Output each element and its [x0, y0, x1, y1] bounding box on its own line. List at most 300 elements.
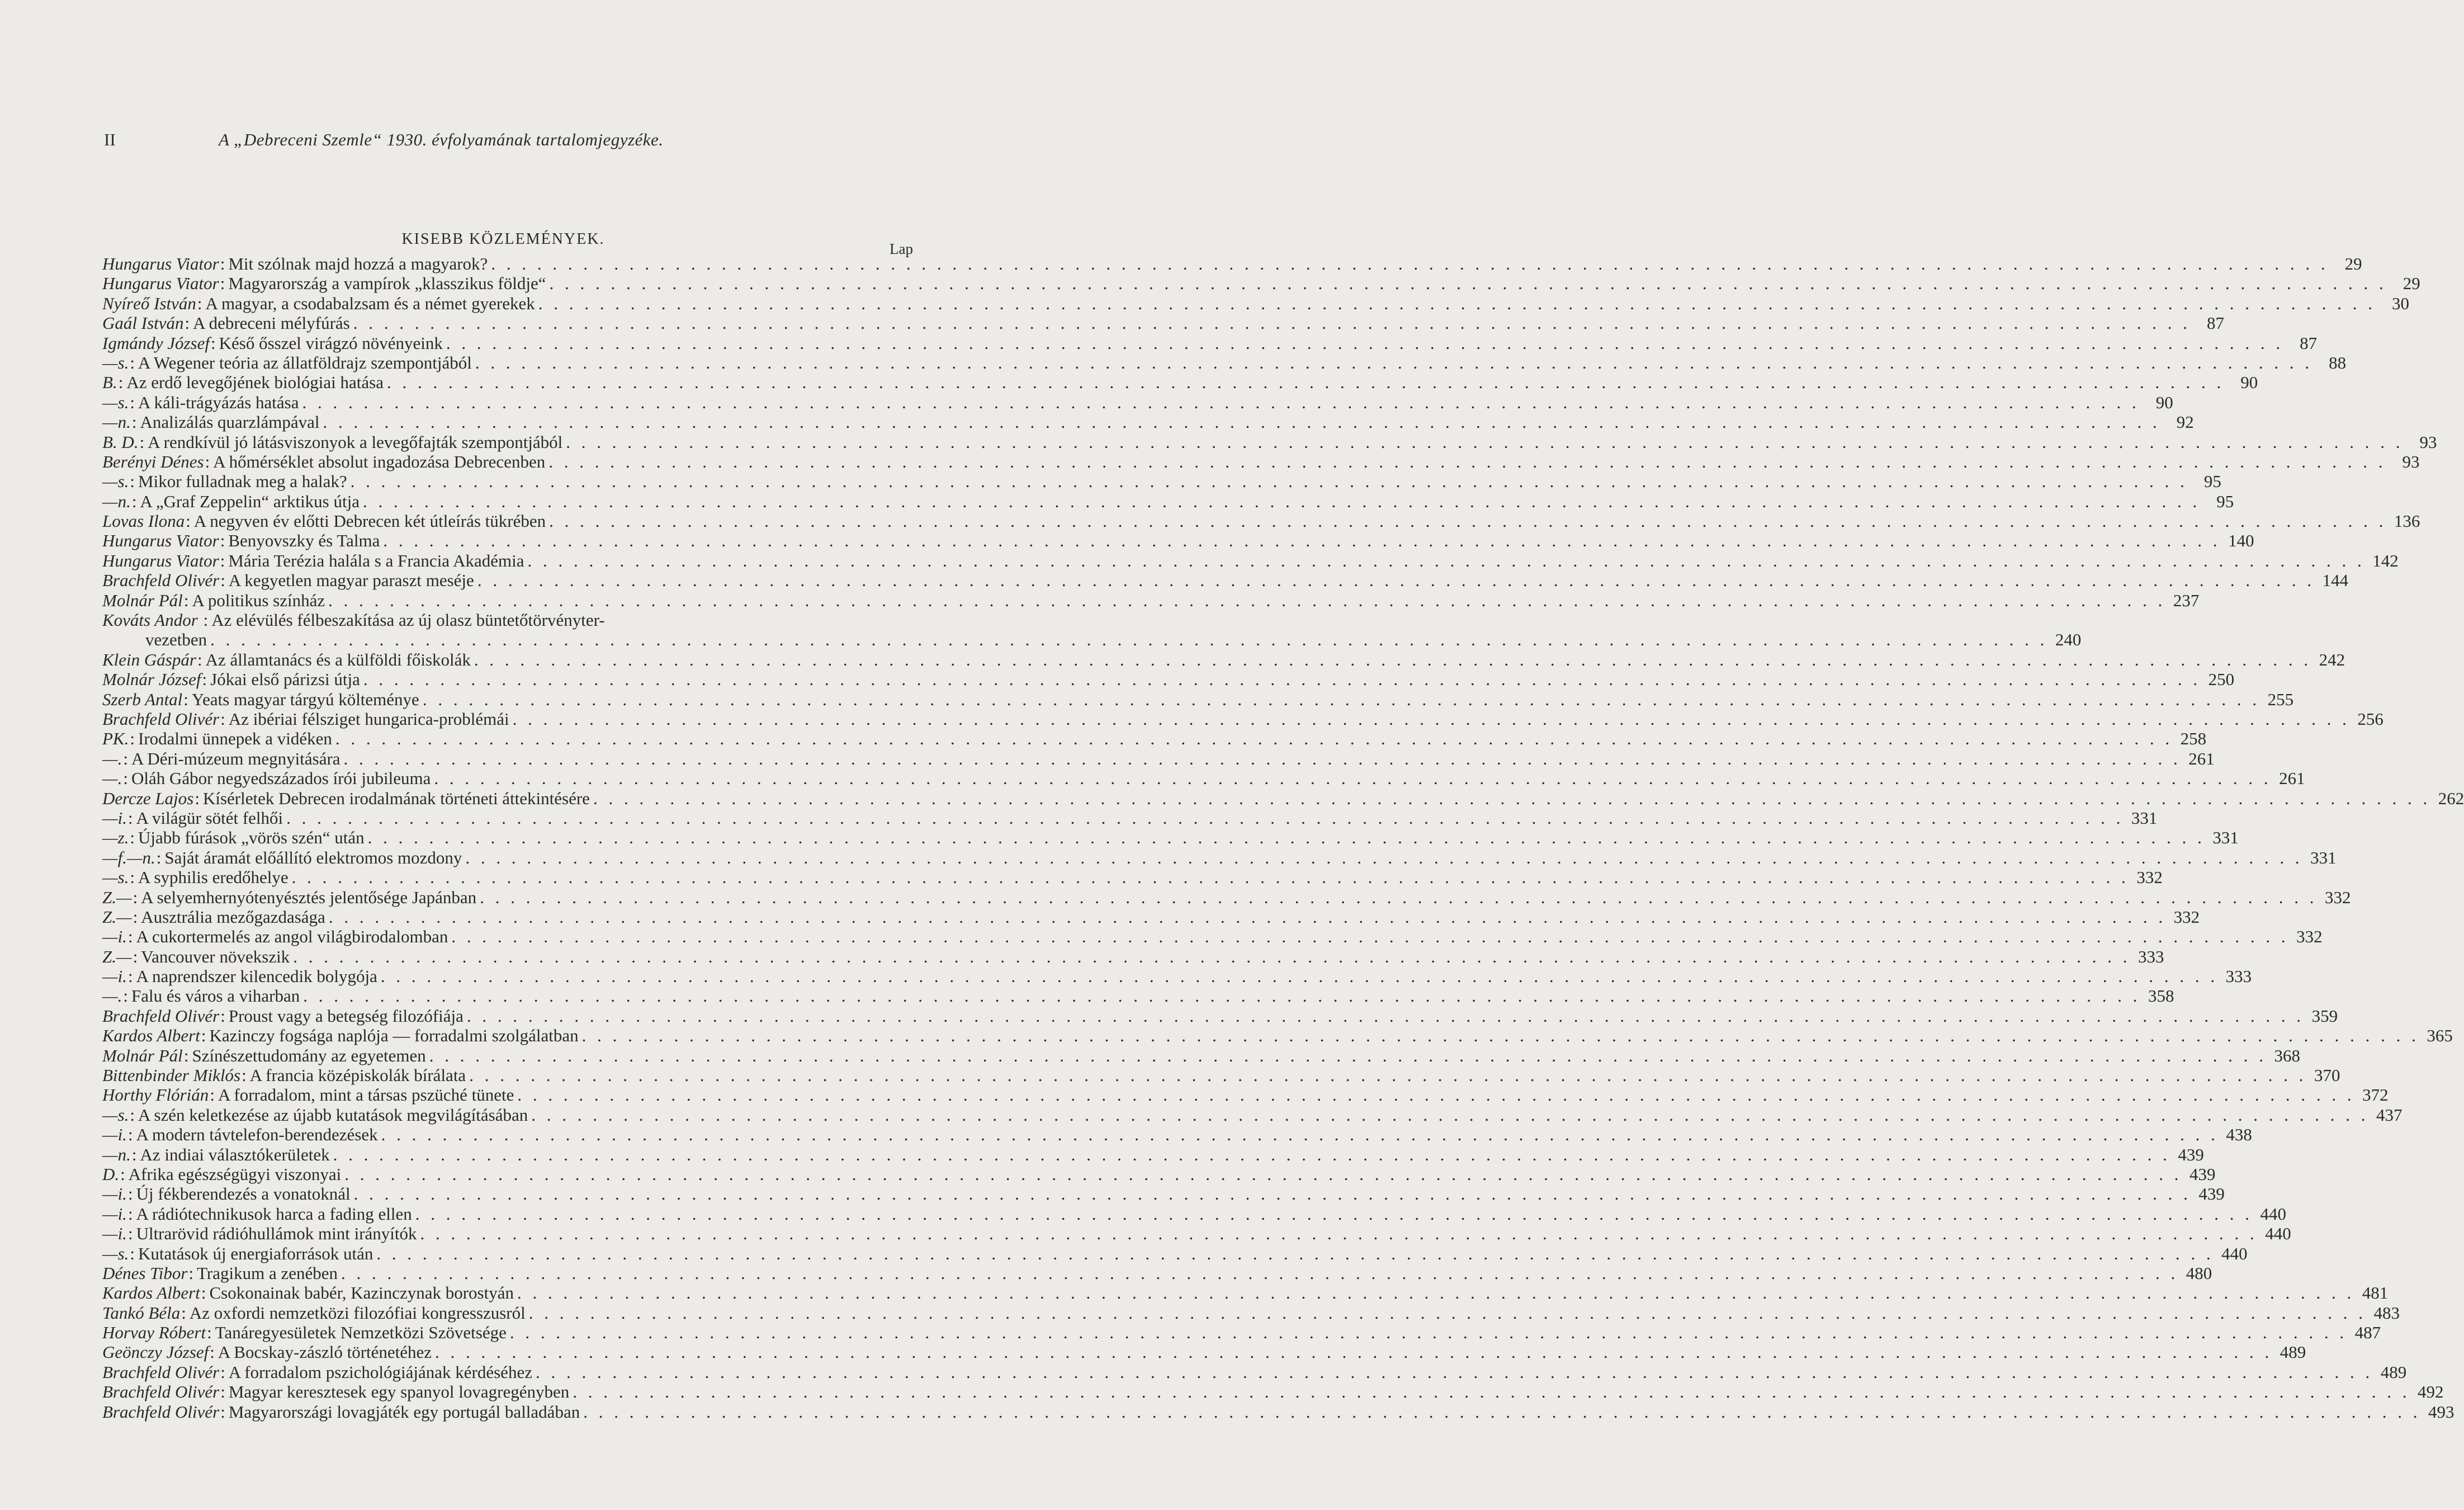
toc-entry-body: [102, 353, 2312, 372]
toc-entry-separator: :: [183, 590, 189, 610]
toc-entry-title: Tragikum a zenében: [197, 1263, 338, 1283]
toc-entry-leader: . . . . . . . . . . . . . . . . . . . . . . . . . . . . . . . . . . . . . . . . . . . . . . . . . . . . . . . . . . . . . . . . . . . . . . . . . . . . . . . . . . . . . . . . . . . . . . . . . . . . . . . . . . . . . . . . . . . . . . . .: [344, 1164, 2182, 1184]
toc-entry-body: [102, 1263, 2178, 1283]
toc-entry-title: Kutatások új energiaforrások után: [138, 1243, 373, 1263]
toc-entry-separator: :: [186, 511, 191, 531]
toc-entry-page: 440: [2221, 1243, 2248, 1263]
toc-entry-page: 240: [2055, 630, 2082, 650]
toc-entry-title: Irodalmi ünnepek a vidéken: [138, 729, 332, 749]
toc-entry-title: A politikus színház: [192, 590, 325, 610]
toc-entry-author: Brachfeld Olivér: [102, 709, 220, 729]
toc-entry: [102, 748, 2215, 768]
toc-entry-author: Kardos Albert: [102, 1026, 200, 1046]
toc-entry-body: [102, 294, 2376, 313]
toc-entry-author: —i.: [102, 1224, 127, 1244]
toc-entry-author: —s.: [102, 1105, 129, 1125]
toc-entry-separator: :: [130, 828, 135, 848]
toc-entry-leader: . . . . . . . . . . . . . . . . . . . . . . . . . . . . . . . . . . . . . . . . . . . . . . . . . . . . . . . . . . . . . . . . . . . . . . . . . . . . . . . . . . . . . . . . . . . . . . . . . . . . . . . . . . . . . . . . . . . . . . . .: [475, 352, 2313, 372]
toc-entry-title: A forradalom, mint a társas pszüché tünete: [217, 1085, 514, 1105]
toc-entry-title: A Wegener teória az állatföldrajz szempontjából: [138, 352, 472, 372]
toc-entry-separator: :: [130, 1105, 135, 1125]
toc-entry: [102, 1006, 2338, 1026]
toc-entry-page: 438: [2226, 1125, 2252, 1145]
section-title: KISEBB KÖZLEMÉNYEK.: [401, 230, 605, 248]
toc-entry-page: 492: [2418, 1382, 2444, 1402]
toc-entry-leader: . . . . . . . . . . . . . . . . . . . . . . . . . . . . . . . . . . . . . . . . . . . . . . . . . . . . . . . . . . . . . . . . . . . . . . . . . . . . . . . . . . . . . . . . . . . . . . . . . . . . . . . . . . . . . . . . . . . . . . . .: [593, 788, 2431, 808]
toc-entry: [102, 689, 2294, 709]
toc-entry-leader: . . . . . . . . . . . . . . . . . . . . . . . . . . . . . . . . . . . . . . . . . . . . . . . . . . . . . . . . . . . . . . . . . . . . . . . . . . . . . . . . . . . . . . . . . . . . . . . . . . . . . . . . . . . . . . . . . . . . . . . .: [353, 1184, 2191, 1204]
toc-entry-title: A szén keletkezése az újabb kutatások megvilágításában: [138, 1105, 528, 1125]
toc-entry-author: —i.: [102, 1125, 127, 1145]
toc-entry-body: [102, 709, 2350, 729]
toc-entry-author: Horvay Róbert: [102, 1323, 206, 1343]
toc-entry-title: Jókai első párizsi útja: [210, 669, 360, 690]
toc-entry-page: 487: [2354, 1323, 2381, 1343]
toc-entry-body: [102, 986, 2141, 1006]
toc-entry-separator: :: [220, 550, 225, 570]
toc-entry-separator: :: [133, 907, 138, 927]
toc-entry-author: B.: [102, 372, 117, 393]
toc-entry: [102, 986, 2174, 1006]
toc-entry: [102, 1402, 2454, 1422]
toc-entry-page: 483: [2373, 1303, 2400, 1323]
toc-entry-leader: . . . . . . . . . . . . . . . . . . . . . . . . . . . . . . . . . . . . . . . . . . . . . . . . . . . . . . . . . . . . . . . . . . . . . . . . . . . . . . . . . . . . . . . . . . . . . . . . . . . . . . . . . . . . . . . . . . . . . . . .: [531, 1105, 2369, 1125]
toc-entry-author: —.: [102, 768, 122, 789]
toc-entry-author: —n.: [102, 1144, 131, 1164]
toc-entry-separator: :: [205, 451, 210, 471]
toc-entry-leader: . . . . . . . . . . . . . . . . . . . . . . . . . . . . . . . . . . . . . . . . . . . . . . . . . . . . . . . . . . . . . . . . . . . . . . . . . . . . . . . . . . . . . . . . . . . . . . . . . . . . . . . . . . . . . . . . . . . . . . . .: [328, 590, 2166, 610]
toc-entry-body: [102, 313, 2191, 333]
toc-entry-page: 493: [2428, 1402, 2454, 1422]
toc-entry-author: Hungarus Viator: [102, 273, 219, 294]
toc-entry-author: —i.: [102, 927, 127, 947]
toc-entry-author: Szerb Antal: [102, 689, 183, 709]
toc-entry-page: 29: [2344, 254, 2362, 273]
toc-entry-author: B. D.: [102, 432, 139, 452]
toc-entry-title: Kísérletek Debrecen irodalmának történeti áttekintésére: [202, 788, 590, 808]
toc-entry-body: [102, 828, 2205, 847]
toc-entry-author: Molnár Pál: [102, 1045, 183, 1065]
toc-entry-leader: . . . . . . . . . . . . . . . . . . . . . . . . . . . . . . . . . . . . . . . . . . . . . . . . . . . . . . . . . . . . . . . . . . . . . . . . . . . . . . . . . . . . . . . . . . . . . . . . . . . . . . . . . . . . . . . . . . . . . . . .: [474, 649, 2312, 669]
toc-entry-separator: :: [120, 1164, 125, 1184]
toc-entry-title: A „Graf Zeppelin“ arktikus útja: [140, 491, 360, 511]
toc-entry-leader: . . . . . . . . . . . . . . . . . . . . . . . . . . . . . . . . . . . . . . . . . . . . . . . . . . . . . . . . . . . . . . . . . . . . . . . . . . . . . . . . . . . . . . . . . . . . . . . . . . . . . . . . . . . . . . . . . . . . . . . .: [477, 570, 2315, 591]
toc-entry-body: [102, 907, 2166, 927]
toc-entry-separator: :: [127, 1125, 133, 1145]
toc-entry-body: [102, 570, 2315, 590]
toc-entry-separator: :: [198, 610, 209, 630]
running-title: A „Debreceni Szemle“ 1930. évfolyamának tartalomjegyzéke.: [219, 130, 664, 149]
toc-entry: [102, 1105, 2402, 1125]
toc-entry-separator: :: [210, 1342, 215, 1362]
toc-entry-author: —s.: [102, 867, 129, 888]
toc-entry-body: [102, 1085, 2355, 1105]
toc-entry: [102, 729, 2207, 749]
toc-entry: [102, 1085, 2389, 1105]
toc-entry-page: 29: [2402, 273, 2420, 294]
toc-entry: [102, 313, 2224, 333]
toc-entry-body: [102, 1105, 2369, 1125]
toc-entry-page: 95: [2216, 491, 2234, 511]
toc-entry: [102, 511, 2420, 531]
toc-entry-separator: :: [131, 491, 137, 511]
toc-entry-body: [102, 511, 2386, 531]
toc-entry-author: Brachfeld Olivér: [102, 1402, 220, 1422]
toc-entry-leader: . . . . . . . . . . . . . . . . . . . . . . . . . . . . . . . . . . . . . . . . . . . . . . . . . . . . . . . . . . . . . . . . . . . . . . . . . . . . . . . . . . . . . . . . . . . . . . . . . . . . . . . . . . . . . . . . . . . . . . . .: [383, 531, 2221, 551]
toc-entry-leader: . . . . . . . . . . . . . . . . . . . . . . . . . . . . . . . . . . . . . . . . . . . . . . . . . . . . . . . . . . . . . . . . . . . . . . . . . . . . . . . . . . . . . . . . . . . . . . . . . . . . . . . . . . . . . . . . . . . . . . . .: [286, 808, 2124, 828]
toc-entry-author: —s.: [102, 392, 129, 412]
toc-entry-title: A francia középiskolák bírálata: [249, 1065, 466, 1086]
toc-entry: [102, 293, 2409, 313]
toc-entry-title: Benyovszky és Talma: [228, 531, 380, 551]
toc-entry-body: [102, 333, 2283, 353]
toc-entry-separator: :: [197, 293, 202, 313]
toc-entry-body: [102, 1224, 2258, 1243]
toc-entry-page: 95: [2203, 471, 2221, 492]
toc-entry-body: [102, 1342, 2272, 1362]
toc-entry-page: 87: [2207, 313, 2224, 333]
toc-entry: [102, 1125, 2252, 1145]
toc-entry: [102, 531, 2254, 551]
toc-entry-author: PK.: [102, 729, 129, 749]
toc-entry-body: [102, 848, 2303, 867]
toc-entry-page: 332: [2296, 927, 2323, 947]
toc-entry: [102, 432, 2437, 452]
toc-entry-title: A naprendszer kilencedik bolygója: [136, 966, 377, 987]
toc-entry-body: [102, 1125, 2219, 1144]
toc-entry: [102, 1164, 2216, 1184]
toc-entry-title: Késő ősszel virágzó növényeink: [219, 333, 443, 353]
toc-entry-author: Molnár Pál: [102, 590, 183, 610]
toc-entry-page: 261: [2188, 748, 2215, 768]
toc-entry-leader: . . . . . . . . . . . . . . . . . . . . . . . . . . . . . . . . . . . . . . . . . . . . . . . . . . . . . . . . . . . . . . . . . . . . . . . . . . . . . . . . . . . . . . . . . . . . . . . . . . . . . . . . . . . . . . . . . . . . . . . .: [527, 550, 2365, 570]
toc-entry: [102, 1303, 2400, 1323]
toc-entry-author: Tankó Béla: [102, 1303, 181, 1323]
toc-entry-page: 365: [2427, 1026, 2453, 1046]
toc-entry-author: Bittenbinder Miklós: [102, 1065, 241, 1086]
toc-entry-body: [102, 393, 2140, 412]
toc-entry-title: Az oxfordi nemzetközi filozófiai kongresszusról: [189, 1303, 526, 1323]
toc-entry-body: [102, 729, 2173, 748]
toc-entry-author: Hungarus Viator: [102, 550, 219, 570]
toc-entry-separator: :: [133, 946, 138, 966]
toc-entry-author: —s.: [102, 352, 129, 372]
toc-entry-page: 372: [2362, 1085, 2389, 1105]
toc-entry-leader: . . . . . . . . . . . . . . . . . . . . . . . . . . . . . . . . . . . . . . . . . . . . . . . . . . . . . . . . . . . . . . . . . . . . . . . . . . . . . . . . . . . . . . . . . . . . . . . . . . . . . . . . . . . . . . . . . . . . . . . .: [381, 1125, 2219, 1145]
toc-entry: [102, 352, 2347, 372]
toc-entry-separator: :: [156, 847, 162, 867]
toc-entry-author: —.: [102, 986, 122, 1006]
toc-entry-author: —i.: [102, 808, 127, 828]
toc-entry: [102, 273, 2420, 294]
toc-entry-title: Ultrarövid rádióhullámok mint irányítók: [136, 1224, 417, 1244]
toc-entry-body: [102, 650, 2311, 669]
toc-entry-leader: . . . . . . . . . . . . . . . . . . . . . . . . . . . . . . . . . . . . . . . . . . . . . . . . . . . . . . . . . . . . . . . . . . . . . . . . . . . . . . . . . . . . . . . . . . . . . . . . . . . . . . . . . . . . . . . . . . . . . . . .: [376, 1243, 2214, 1263]
toc-entry-page: 332: [2173, 907, 2200, 927]
toc-entry-body: [102, 1164, 2182, 1184]
toc-entry-title: Mikor fulladnak meg a halak?: [138, 471, 347, 492]
toc-entry-author: Brachfeld Olivér: [102, 570, 220, 591]
toc-entry-leader: . . . . . . . . . . . . . . . . . . . . . . . . . . . . . . . . . . . . . . . . . . . . . . . . . . . . . . . . . . . . . . . . . . . . . . . . . . . . . . . . . . . . . . . . . . . . . . . . . . . . . . . . . . . . . . . . . . . . . . . .: [549, 273, 2387, 294]
toc-entry-body: [102, 1283, 2354, 1303]
toc-entry-leader: . . . . . . . . . . . . . . . . . . . . . . . . . . . . . . . . . . . . . . . . . . . . . . . . . . . . . . . . . . . . . . . . . . . . . . . . . . . . . . . . . . . . . . . . . . . . . . . . . . . . . . . . . . . . . . . . . . . . . . . .: [549, 511, 2387, 531]
toc-entry: [102, 392, 2173, 412]
toc-entry-author: Kováts Andor: [102, 610, 198, 630]
toc-entry-leader: . . . . . . . . . . . . . . . . . . . . . . . . . . . . . . . . . . . . . . . . . . . . . . . . . . . . . . . . . . . . . . . . . . . . . . . . . . . . . . . . . . . . . . . . . . . . . . . . . . . . . . . . . . . . . . . . . . . . . . . .: [528, 1303, 2366, 1323]
toc-entry-page: 258: [2180, 729, 2207, 749]
toc-entry-page: 439: [2198, 1184, 2225, 1204]
toc-entry-separator: :: [123, 768, 128, 789]
toc-entry-leader: . . . . . . . . . . . . . . . . . . . . . . . . . . . . . . . . . . . . . . . . . . . . . . . . . . . . . . . . . . . . . . . . . . . . . . . . . . . . . . . . . . . . . . . . . . . . . . . . . . . . . . . . . . . . . . . . . . . . . . . .: [386, 372, 2225, 393]
toc-entry-body: [102, 1006, 2304, 1026]
toc-entry-leader: . . . . . . . . . . . . . . . . . . . . . . . . . . . . . . . . . . . . . . . . . . . . . . . . . . . . . . . . . . . . . . . . . . . . . . . . . . . . . . . . . . . . . . . . . . . . . . . . . . . . . . . . . . . . . . . . . . . . . . . .: [480, 887, 2318, 907]
toc-entry-page: 333: [2137, 946, 2164, 966]
toc-entry-leader: . . . . . . . . . . . . . . . . . . . . . . . . . . . . . . . . . . . . . . . . . . . . . . . . . . . . . . . . . . . . . . . . . . . . . . . . . . . . . . . . . . . . . . . . . . . . . . . . . . . . . . . . . . . . . . . . . . . . . . . .: [335, 729, 2173, 749]
toc-entry-leader: . . . . . . . . . . . . . . . . . . . . . . . . . . . . . . . . . . . . . . . . . . . . . . . . . . . . . . . . . . . . . . . . . . . . . . . . . . . . . . . . . . . . . . . . . . . . . . . . . . . . . . . . . . . . . . . . . . . . . . . .: [512, 709, 2350, 729]
toc-entry-leader: . . . . . . . . . . . . . . . . . . . . . . . . . . . . . . . . . . . . . . . . . . . . . . . . . . . . . . . . . . . . . . . . . . . . . . . . . . . . . . . . . . . . . . . . . . . . . . . . . . . . . . . . . . . . . . . . . . . . . . . .: [363, 669, 2201, 690]
toc-entry-page: 333: [2225, 966, 2252, 987]
toc-entry-separator: :: [127, 966, 133, 987]
toc-entry-title: A selyemhernyótenyésztés jelentősége Japánban: [141, 887, 477, 907]
toc-entry: [102, 669, 2235, 690]
toc-entry: [102, 1362, 2407, 1382]
toc-entry-leader: . . . . . . . . . . . . . . . . . . . . . . . . . . . . . . . . . . . . . . . . . . . . . . . . . . . . . . . . . . . . . . . . . . . . . . . . . . . . . . . . . . . . . . . . . . . . . . . . . . . . . . . . . . . . . . . . . . . . . . . .: [420, 1224, 2258, 1244]
toc-entry-title: Afrika egészségügyi viszonyai: [128, 1164, 342, 1184]
toc-entry-author: D.: [102, 1164, 120, 1184]
toc-entry-title: A kegyetlen magyar paraszt meséje: [228, 570, 474, 591]
toc-entry: [102, 867, 2163, 888]
toc-entry-leader: . . . . . . . . . . . . . . . . . . . . . . . . . . . . . . . . . . . . . . . . . . . . . . . . . . . . . . . . . . . . . . . . . . . . . . . . . . . . . . . . . . . . . . . . . . . . . . . . . . . . . . . . . . . . . . . . . . . . . . . .: [333, 1144, 2170, 1164]
toc-entry-title: A magyar, a csodabalzsam és a német gyerekek: [205, 293, 535, 313]
toc-entry-separator: :: [220, 531, 225, 551]
toc-entry-page: 331: [2212, 828, 2239, 848]
toc-entry-body: [102, 254, 2329, 273]
toc-entry-title: Oláh Gábor negyedszázados írói jubileuma: [131, 768, 431, 789]
toc-entry-title: Az erdő levegőjének biológiai hatása: [126, 372, 384, 393]
toc-entry-leader: . . . . . . . . . . . . . . . . . . . . . . . . . . . . . . . . . . . . . . . . . . . . . . . . . . . . . . . . . . . . . . . . . . . . . . . . . . . . . . . . . . . . . . . . . . . . . . . . . . . . . . . . . . . . . . . . . . . . . . . .: [353, 313, 2191, 333]
toc-entry-page: 30: [2392, 293, 2409, 313]
toc-entry-page: 250: [2208, 669, 2235, 690]
toc-entry-page: 144: [2322, 570, 2349, 591]
toc-entry-separator: :: [139, 432, 145, 452]
toc-entry-author: Brachfeld Olivér: [102, 1382, 220, 1402]
toc-entry-separator: :: [207, 1323, 212, 1343]
toc-entry-leader: . . . . . . . . . . . . . . . . . . . . . . . . . . . . . . . . . . . . . . . . . . . . . . . . . . . . . . . . . . . . . . . . . . . . . . . . . . . . . . . . . . . . . . . . . . . . . . . . . . . . . . . . . . . . . . . . . . . . . . . .: [291, 867, 2129, 888]
toc-entry-title: Saját áramát előállító elektromos mozdony: [164, 847, 462, 867]
toc-entry-separator: :: [242, 1065, 247, 1086]
toc-entry: [102, 1204, 2287, 1224]
toc-entry-title: A Bocskay-zászló történetéhez: [217, 1342, 432, 1362]
toc-entry-separator: :: [127, 1184, 133, 1204]
toc-entry-body: [102, 591, 2165, 610]
toc-entry-author: —s.: [102, 1243, 129, 1263]
toc-entry-leader: . . . . . . . . . . . . . . . . . . . . . . . . . . . . . . . . . . . . . . . . . . . . . . . . . . . . . . . . . . . . . . . . . . . . . . . . . . . . . . . . . . . . . . . . . . . . . . . . . . . . . . . . . . . . . . . . . . . . . . . .: [415, 1204, 2253, 1224]
toc-entry: [102, 788, 2464, 808]
toc-entry-title: Ausztrália mezőgazdasága: [141, 907, 325, 927]
toc-entry-title: Yeats magyar tárgyú költeménye: [191, 689, 419, 709]
toc-entry-separator: :: [127, 1224, 133, 1244]
toc-entry-separator: :: [210, 333, 216, 353]
toc-entry-leader: . . . . . . . . . . . . . . . . . . . . . . . . . . . . . . . . . . . . . . . . . . . . . . . . . . . . . . . . . . . . . . . . . . . . . . . . . . . . . . . . . . . . . . . . . . . . . . . . . . . . . . . . . . . . . . . . . . . . . . . .: [380, 966, 2219, 987]
toc-entry-separator: :: [130, 867, 135, 888]
toc-entry: [102, 1144, 2204, 1164]
toc-entry-page: 332: [2136, 867, 2163, 888]
toc-entry-body: [102, 492, 2200, 511]
toc-entry: [102, 709, 2383, 729]
toc-entry: [102, 907, 2200, 927]
toc-entry-title: Falu és város a viharban: [131, 986, 300, 1006]
toc-entry-line: [102, 610, 902, 630]
toc-entry-separator: :: [130, 471, 135, 492]
toc-entry-page: 480: [2186, 1263, 2212, 1283]
toc-entry: [102, 412, 2194, 432]
toc-entry-leader: . . . . . . . . . . . . . . . . . . . . . . . . . . . . . . . . . . . . . . . . . . . . . . . . . . . . . . . . . . . . . . . . . . . . . . . . . . . . . . . . . . . . . . . . . . . . . . . . . . . . . . . . . . . . . . . . . . . . . . . .: [434, 768, 2272, 789]
toc-entry-title: Mária Terézia halála s a Francia Akadémia: [228, 550, 524, 570]
toc-entry-leader: . . . . . . . . . . . . . . . . . . . . . . . . . . . . . . . . . . . . . . . . . . . . . . . . . . . . . . . . . . . . . . . . . . . . . . . . . . . . . . . . . . . . . . . . . . . . . . . . . . . . . . . . . . . . . . . . . . . . . . . .: [362, 491, 2201, 511]
toc-entry-page: 440: [2260, 1204, 2287, 1224]
toc-entry: [102, 1184, 2225, 1204]
toc-entry-page: 87: [2300, 333, 2318, 353]
toc-entry: [102, 372, 2258, 393]
toc-entry-body: [102, 1184, 2191, 1204]
toc-entry-author: Lovas Ilona: [102, 511, 185, 531]
toc-entry: [102, 808, 2158, 828]
toc-entry-author: —.: [102, 748, 122, 768]
toc-entry-leader: . . . . . . . . . . . . . . . . . . . . . . . . . . . . . . . . . . . . . . . . . . . . . . . . . . . . . . . . . . . . . . . . . . . . . . . . . . . . . . . . . . . . . . . . . . . . . . . . . . . . . . . . . . . . . . . . . . . . . . . .: [210, 630, 2048, 650]
toc-entry-author: Z.—: [102, 887, 132, 907]
toc-entry-separator: :: [130, 352, 135, 372]
toc-entry: [102, 1065, 2340, 1086]
toc-entry-page: 439: [2189, 1164, 2216, 1184]
toc-entry-title: Az indiai választókerületek: [140, 1144, 330, 1164]
toc-entry-body: [102, 471, 2188, 491]
toc-entry: [102, 451, 2420, 471]
toc-entry-title: A világür sötét felhői: [136, 808, 283, 828]
toc-entry-title: Tanáregyesületek Nemzetközi Szövetsége: [215, 1323, 507, 1343]
toc-entry-leader: . . . . . . . . . . . . . . . . . . . . . . . . . . . . . . . . . . . . . . . . . . . . . . . . . . . . . . . . . . . . . . . . . . . . . . . . . . . . . . . . . . . . . . . . . . . . . . . . . . . . . . . . . . . . . . . . . . . . . . . .: [466, 1006, 2305, 1026]
toc-entry-leader: . . . . . . . . . . . . . . . . . . . . . . . . . . . . . . . . . . . . . . . . . . . . . . . . . . . . . . . . . . . . . . . . . . . . . . . . . . . . . . . . . . . . . . . . . . . . . . . . . . . . . . . . . . . . . . . . . . . . . . . .: [465, 847, 2303, 867]
toc-entry-separator: :: [220, 1362, 225, 1382]
toc-entry-leader: . . . . . . . . . . . . . . . . . . . . . . . . . . . . . . . . . . . . . . . . . . . . . . . . . . . . . . . . . . . . . . . . . . . . . . . . . . . . . . . . . . . . . . . . . . . . . . . . . . . . . . . . . . . . . . . . . . . . . . . .: [566, 432, 2404, 452]
toc-entry-body: [102, 1204, 2253, 1224]
toc-entry-author: Z.—: [102, 946, 132, 966]
toc-entry-body: [102, 690, 2260, 709]
toc-entry-separator: :: [130, 392, 135, 412]
toc-entry-body: [102, 1382, 2410, 1402]
toc-entry-page: 439: [2178, 1144, 2204, 1164]
toc-entry-leader: . . . . . . . . . . . . . . . . . . . . . . . . . . . . . . . . . . . . . . . . . . . . . . . . . . . . . . . . . . . . . . . . . . . . . . . . . . . . . . . . . . . . . . . . . . . . . . . . . . . . . . . . . . . . . . . . . . . . . . . .: [583, 1402, 2421, 1422]
toc-entry: [102, 887, 2351, 907]
toc-entry-title: Mit szólnak majd hozzá a magyarok?: [228, 254, 488, 273]
toc-entry-leader: . . . . . . . . . . . . . . . . . . . . . . . . . . . . . . . . . . . . . . . . . . . . . . . . . . . . . . . . . . . . . . . . . . . . . . . . . . . . . . . . . . . . . . . . . . . . . . . . . . . . . . . . . . . . . . . . . . . . . . . .: [548, 451, 2386, 471]
toc-entry-page: 332: [2324, 887, 2351, 907]
toc-entry-separator: :: [133, 887, 138, 907]
toc-entry-separator: :: [131, 1144, 137, 1164]
toc-entry-author: Geönczy József: [102, 1342, 209, 1362]
toc-entry-title: Új fékberendezés a vonatoknál: [136, 1184, 351, 1204]
toc-entry: [102, 1323, 2381, 1343]
toc-entry-author: —f.—n.: [102, 847, 155, 867]
toc-entry-leader: . . . . . . . . . . . . . . . . . . . . . . . . . . . . . . . . . . . . . . . . . . . . . . . . . . . . . . . . . . . . . . . . . . . . . . . . . . . . . . . . . . . . . . . . . . . . . . . . . . . . . . . . . . . . . . . . . . . . . . . .: [517, 1085, 2355, 1105]
toc-entry-separator: :: [183, 1045, 189, 1065]
toc-entry-leader: . . . . . . . . . . . . . . . . . . . . . . . . . . . . . . . . . . . . . . . . . . . . . . . . . . . . . . . . . . . . . . . . . . . . . . . . . . . . . . . . . . . . . . . . . . . . . . . . . . . . . . . . . . . . . . . . . . . . . . . .: [293, 946, 2131, 966]
toc-entry-page: 358: [2148, 986, 2174, 1006]
toc-entry-separator: :: [210, 1085, 215, 1105]
toc-entry-author: —s.: [102, 471, 129, 492]
toc-entry: [102, 491, 2234, 511]
toc-entry-title: A syphilis eredőhelye: [138, 867, 289, 888]
toc-entry-page: 90: [2240, 372, 2258, 393]
toc-entry-leader: . . . . . . . . . . . . . . . . . . . . . . . . . . . . . . . . . . . . . . . . . . . . . . . . . . . . . . . . . . . . . . . . . . . . . . . . . . . . . . . . . . . . . . . . . . . . . . . . . . . . . . . . . . . . . . . . . . . . . . . .: [469, 1065, 2307, 1086]
toc-entry-author: Igmándy József: [102, 333, 210, 353]
toc-entry-body: [102, 749, 2181, 768]
toc-entry: [102, 946, 2164, 966]
toc-entry-separator: :: [123, 748, 128, 768]
toc-entry: [102, 254, 2362, 273]
toc-entry-author: Brachfeld Olivér: [102, 1362, 220, 1382]
toc-entry-body: [102, 867, 2129, 887]
toc-entry-title: A Déri-múzeum megnyitására: [131, 748, 340, 768]
toc-entry-separator: :: [127, 808, 133, 828]
toc-entry-page: 331: [2131, 808, 2158, 828]
toc-entry-leader: . . . . . . . . . . . . . . . . . . . . . . . . . . . . . . . . . . . . . . . . . . . . . . . . . . . . . . . . . . . . . . . . . . . . . . . . . . . . . . . . . . . . . . . . . . . . . . . . . . . . . . . . . . . . . . . . . . . . . . . .: [302, 392, 2140, 412]
toc-entry-body: [102, 1323, 2347, 1342]
toc-entry-body: [102, 1065, 2306, 1085]
toc-entry-separator: :: [220, 1382, 225, 1402]
toc-entry-leader: . . . . . . . . . . . . . . . . . . . . . . . . . . . . . . . . . . . . . . . . . . . . . . . . . . . . . . . . . . . . . . . . . . . . . . . . . . . . . . . . . . . . . . . . . . . . . . . . . . . . . . . . . . . . . . . . . . . . . . . .: [341, 1263, 2179, 1283]
toc-entry-separator: :: [123, 986, 128, 1006]
toc-entry-separator: :: [130, 729, 135, 749]
toc-entry-separator: :: [201, 1026, 206, 1046]
toc-entry-leader: . . . . . . . . . . . . . . . . . . . . . . . . . . . . . . . . . . . . . . . . . . . . . . . . . . . . . . . . . . . . . . . . . . . . . . . . . . . . . . . . . . . . . . . . . . . . . . . . . . . . . . . . . . . . . . . . . . . . . . . .: [328, 907, 2167, 927]
toc-entry-separator: :: [201, 1283, 206, 1303]
toc-entry-body: [102, 1362, 2373, 1382]
toc-entry-page: 93: [2402, 451, 2420, 471]
toc-entry-page: 359: [2311, 1006, 2338, 1026]
toc-entry-title: A forradalom pszichológiájának kérdéséhez: [228, 1362, 532, 1382]
toc-entry-author: Dénes Tibor: [102, 1263, 188, 1283]
toc-entry-title: Az elévülés félbeszakítása az új olasz büntetőtörvényter-: [211, 610, 605, 630]
toc-entry-separator: :: [220, 1006, 225, 1026]
toc-entry-author: —n.: [102, 412, 131, 432]
toc-entry-page: 140: [2228, 531, 2254, 551]
toc-entry-separator: :: [127, 927, 133, 947]
toc-entry-body: [102, 432, 2404, 452]
toc-entry-title: Az ibériai félsziget hungarica-problémái: [228, 709, 509, 729]
toc-entry-page: 481: [2362, 1283, 2389, 1303]
toc-entry-title: Színészettudomány az egyetemen: [192, 1045, 426, 1065]
toc-entry-author: —i.: [102, 966, 127, 987]
toc-entry-leader: . . . . . . . . . . . . . . . . . . . . . . . . . . . . . . . . . . . . . . . . . . . . . . . . . . . . . . . . . . . . . . . . . . . . . . . . . . . . . . . . . . . . . . . . . . . . . . . . . . . . . . . . . . . . . . . . . . . . . . . .: [343, 748, 2181, 768]
toc-entry-body: [102, 888, 2317, 907]
toc-entry-leader: . . . . . . . . . . . . . . . . . . . . . . . . . . . . . . . . . . . . . . . . . . . . . . . . . . . . . . . . . . . . . . . . . . . . . . . . . . . . . . . . . . . . . . . . . . . . . . . . . . . . . . . . . . . . . . . . . . . . . . . .: [573, 1382, 2410, 1402]
toc-entry-separator: :: [220, 570, 225, 591]
toc-entry-body: [102, 789, 2430, 808]
toc-entry-author: Nyírеő István: [102, 293, 196, 313]
toc-entry-body: [102, 1244, 2214, 1263]
toc-entry-body: [102, 1303, 2366, 1323]
toc-entry-body: [102, 768, 2272, 788]
toc-entry-separator: :: [197, 649, 202, 669]
toc-entry-leader: . . . . . . . . . . . . . . . . . . . . . . . . . . . . . . . . . . . . . . . . . . . . . . . . . . . . . . . . . . . . . . . . . . . . . . . . . . . . . . . . . . . . . . . . . . . . . . . . . . . . . . . . . . . . . . . . . . . . . . . .: [323, 412, 2160, 432]
toc-entry-body: [102, 966, 2218, 986]
toc-entry-separator: :: [130, 1243, 135, 1263]
toc-entry-body: [102, 1026, 2419, 1045]
toc-entry-page: 88: [2329, 352, 2347, 372]
toc-entry-separator: :: [220, 273, 225, 294]
toc-entry-page: 262: [2438, 788, 2464, 808]
toc-entry-separator: :: [131, 412, 137, 432]
